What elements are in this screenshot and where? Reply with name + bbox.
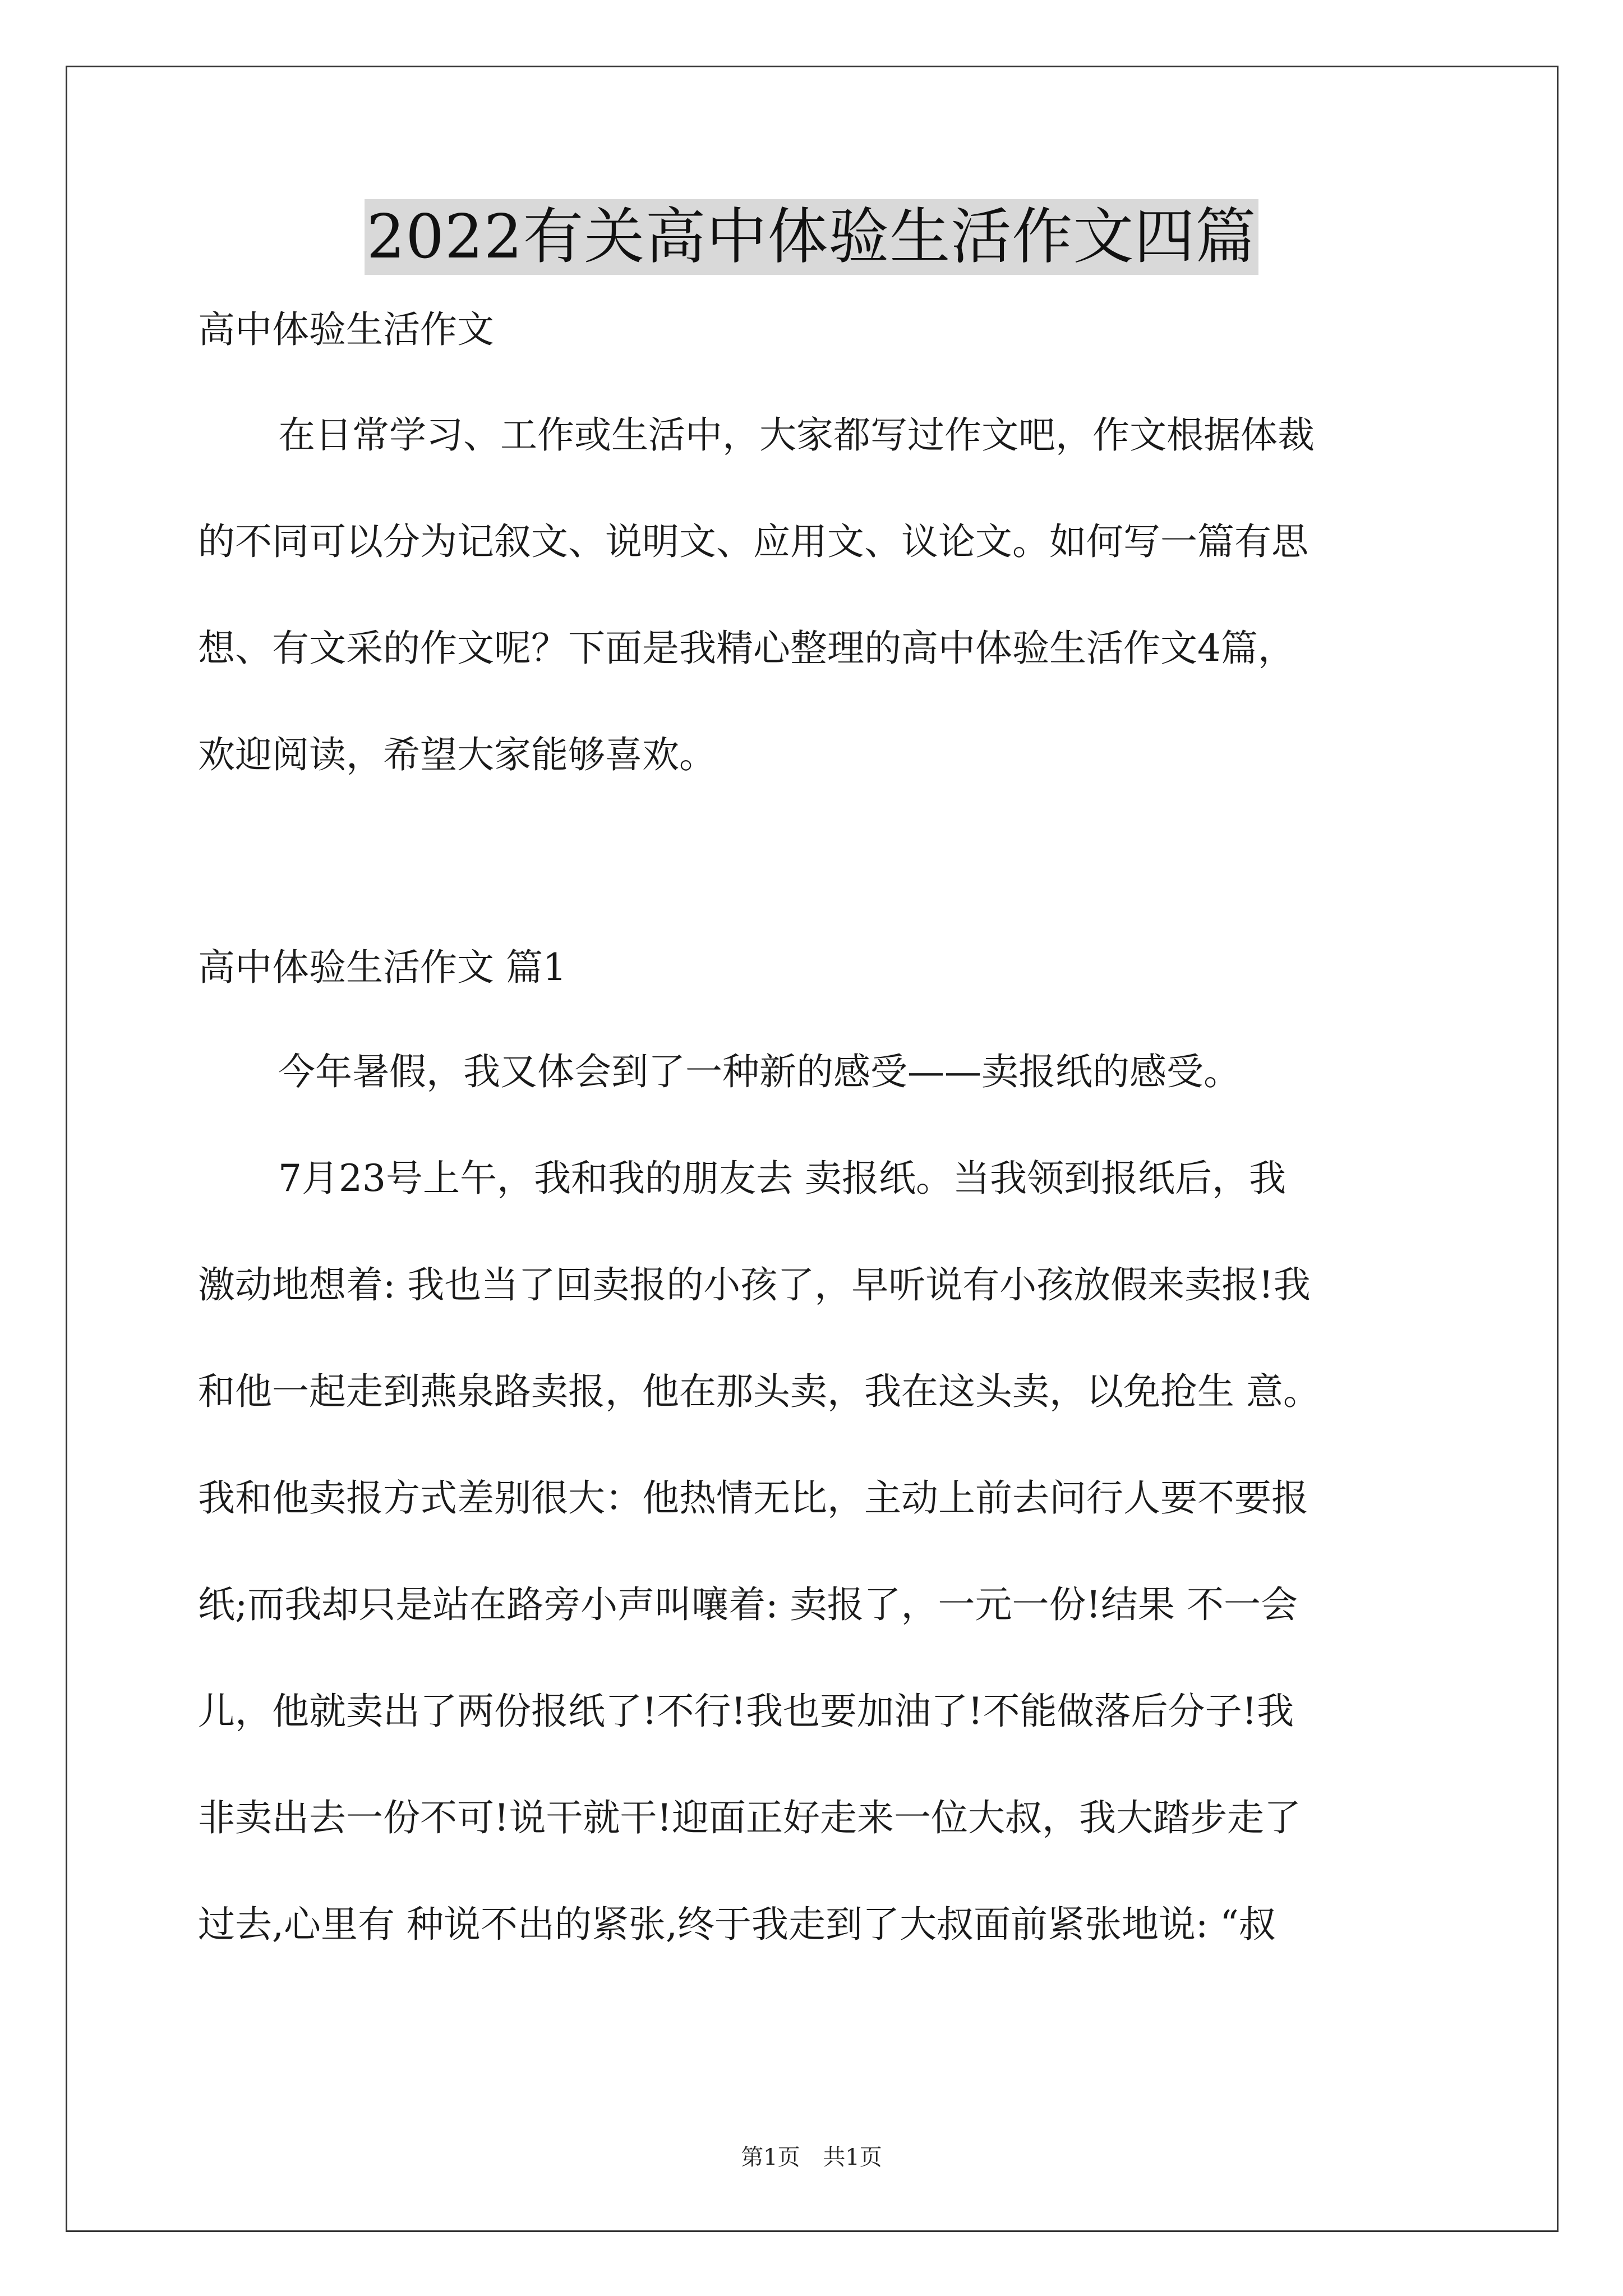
intro-line: 欢迎阅读，希望大家能够喜欢。 xyxy=(198,733,716,776)
page-number-total: 共1页 xyxy=(823,2145,882,2170)
section-paragraph-2-line: 和他一起走到燕泉路卖报，他在那头卖，我在这头卖，以免抢生 意。 xyxy=(198,1370,1320,1413)
title-container xyxy=(0,199,1623,275)
document-title: 2022有关高中体验生活作文四篇 xyxy=(365,199,1259,275)
section-paragraph-2-line: 激动地想着: 我也当了回卖报的小孩了，早听说有小孩放假来卖报!我 xyxy=(198,1263,1311,1306)
section-paragraph-2-line: 非卖出去一份不可!说干就干!迎面正好走来一位大叔，我大踏步走了 xyxy=(198,1796,1302,1839)
intro-line: 想、有文采的作文呢？下面是我精心整理的高中体验生活作文4篇， xyxy=(198,627,1295,670)
section-paragraph-2-line: 纸;而我却只是站在路旁小声叫嚷着: 卖报了，一元一份!结果 不一会 xyxy=(198,1583,1298,1626)
section-heading: 高中体验生活作文 篇1 xyxy=(198,946,566,989)
section-paragraph-2-line: 我和他卖报方式差别很大：他热情无比，主动上前去问行人要不要报 xyxy=(198,1476,1308,1520)
intro-line: 的不同可以分为记叙文、说明文、应用文、议论文。如何写一篇有思 xyxy=(198,520,1308,563)
intro-heading: 高中体验生活作文 xyxy=(198,308,494,351)
section-paragraph-1: 今年暑假，我又体会到了一种新的感受——卖报纸的感受。 xyxy=(278,1050,1241,1093)
section-paragraph-2-line: 儿，他就卖出了两份报纸了!不行!我也要加油了!不能做落后分子!我 xyxy=(198,1690,1294,1733)
section-paragraph-2-line: 7月23号上午，我和我的朋友去 卖报纸。当我领到报纸后，我 xyxy=(278,1157,1286,1200)
page-number-current: 第1页 xyxy=(741,2145,800,2170)
section-paragraph-2-line: 过去,心里有 种说不出的紧张,终于我走到了大叔面前紧张地说: “叔 xyxy=(198,1903,1276,1946)
document-body xyxy=(198,303,1432,1952)
page-footer xyxy=(0,2142,1623,2173)
intro-line: 在日常学习、工作或生活中，大家都写过作文吧，作文根据体裁 xyxy=(278,413,1315,457)
